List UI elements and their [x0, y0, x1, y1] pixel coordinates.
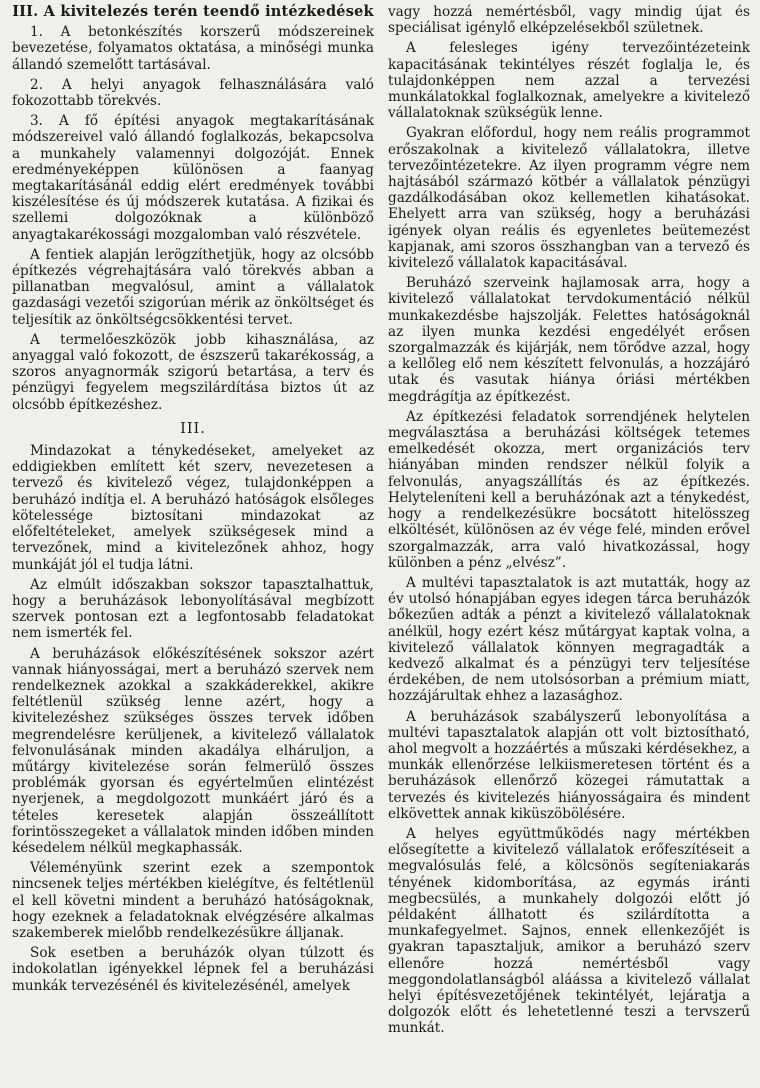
paragraph: A multévi tapasztalatok is azt mutatták, hogy az év utolsó hónapjában egyes idegen tárca beruházók bőkezűen adták a pénzt a kivitelező vállalatoknak anélkül, hogy ezért kész műtárgyat kaptak volna, a kivitelező vállalatok könnyen megragadták a kedvező alkalmat és a pénzügyi terv teljesítése érdekében, de nem utolsósorban a prémium miatt, hozzájárultak ehhez a lazasághoz. [388, 574, 750, 705]
roman-section-heading: III. [180, 420, 206, 437]
paragraph: 1. A betonkészítés korszerű módszereinek bevezetése, folyamatos oktatása, a minőségi munka állandó szemelőtt tartásával. [12, 24, 374, 73]
paragraph: Gyakran előfordul, hogy nem reális programmot erőszakolnak a kivitelező vállalatokra, illetve tervezőintézetekre. Az ilyen programm végre nem hajtásából származó kötbér a vállalatok pénzügyi gazdálkodásában okoz kellemetlen kihatásokat. Ehelyett arra van szükség, hogy a beruházási igények olyan reális és egyenletes beütemezést kapjanak, ami szoros összhangban van a tervező és kivitelező vállalatok kapacitásával. [388, 125, 750, 272]
paragraph: Beruházó szerveink hajlamosak arra, hogy a kivitelező vállalatokat tervdokumentáció nélkül munkakezdésbe hajszolják. Felettes hatóságoknál az ilyen munka kezdési engedélyét erősen szorgalmazzák és kijárják, nem törődve azzal, hogy a kellőleg elő nem készített felvonulás, a hozzájáró utak és vasutak hiánya óriási mértékben megdrágítja az építkezést. [388, 275, 750, 405]
paragraph: 3. A fő építési anyagok megtakarításának módszereivel való állandó foglalkozás, bekapcsolva a munkahely valamennyi dolgozóját. Ennek eredményeképpen különösen a faanyag megtakarításánál eddig elért eredmények további kiszélesítése és új módszerek kutatása. A fizikai és szellemi dolgozóknak a különböző anyagtakarékossági mozgalomban való részvétele. [12, 113, 374, 243]
paragraph: A beruházások szabályszerű lebonyolítása a multévi tapasztalatok alapján ott volt biztosítható, ahol megvolt a hozzáértés a műszaki kérdésekhez, a munkák ellenőrzése lelkiismeretesen történt és a beruházások ellenőrző közegei rámutattak a tervezés és kivitelezés hiányosságaira és mindent elkövettek annak kiküszöbölésére. [388, 708, 750, 822]
right-column [388, 4, 750, 1088]
section-heading: III. A kivitelezés terén teendő intézkedések [12, 3, 374, 20]
left-column [12, 4, 374, 1088]
paragraph: A beruházások előkészítésének sokszor azért vannak hiányosságai, mert a beruházó szervek nem rendelkeznek azokkal a szakkáderekkel, akikre feltétlenül szükség lenne azért, hogy a kivitelezéshez szükséges összes tervek időben megrendelésre kerüljenek, a kivitelező vállalatok felvonulásának minden akadálya elháruljon, a műtárgy kivitelezése során felmerülő összes problémák gyorsan és egyértelműen elintézést nyerjenek, a megdolgozott munkáért járó és a tételes keresetek alapján összeállított forintösszegeket a vállalatok minden időben minden késedelem nélkül megkaphassák. [12, 645, 374, 856]
paragraph: 2. A helyi anyagok felhasználására való fokozottabb törekvés. [12, 76, 374, 110]
paragraph: A termelőeszközök jobb kihasználása, az anyaggal való fokozott, de észszerű takarékosság, a szoros anyagnormák szigorú betartása, a terv és pénzügyi fegyelem megszilárdítása biztos út az olcsóbb építkezéshez. [12, 331, 374, 413]
paragraph: Sok esetben a beruházók olyan túlzott és indokolatlan igényekkel lépnek fel a beruházási munkák tervezésénél és kivitelezésénél, amelyek [12, 945, 374, 994]
paragraph: Az építkezési feladatok sorrendjének helytelen megválasztása a beruházási költségek tetemes emelkedését okozza, mert organizációs terv hiányában minden rendszer nélkül folyik a felvonulás, anyagszállítás és az építkezés. Helyteleníteni kell a beruházónak azt a ténykedést, hogy a rendelkezésükre bocsátott hitelösszeg elköltését, különösen az év vége felé, minden erővel szorgalmazzák, arra való hivatkozással, hogy különben a pénz „elvész”. [388, 408, 750, 571]
paragraph: Az elmúlt időszakban sokszor tapasztalhattuk, hogy a beruházások lebonyolításával megbízott szervek pontosan ezt a legfontosabb feladatokat nem ismerték fel. [12, 576, 374, 642]
paragraph: Mindazokat a ténykedéseket, amelyeket az eddigiekben említett két szerv, nevezetesen a tervező és kivitelező végez, tulajdonképpen a beruházó indítja el. A beruházó hatóságok elsőleges kötelessége biztosítani mindazokat az előfeltételeket, amelyek szükségesek mind a tervezőnek, mind a kivitelezőnek ahhoz, hogy munkáját jól el tudja látni. [12, 443, 374, 573]
paragraph: vagy hozzá nemértésből, vagy mindig újat és speciálisat igénylő elképzelésekből születnek. [388, 4, 750, 37]
paragraph: A helyes együttműködés nagy mértékben elősegítette a kivitelező vállalatok erőfeszítéseit a megvalósulás felé, a kölcsönös segíteniakarás tényének kidomborítása, az egymás iránti megbecsülés, a munkahely dolgozói előtt jó példaként állhatott és szilárdította a munkafegyelmet. Sajnos, ennek ellenkezőjét is gyakran tapasztaljuk, amikor a beruházó szerv ellenőre hozzá nemértésből vagy meggondolatlanságból aláássa a kivitelező vállalat helyi építésvezetőjének tekintélyét, lejáratja a dolgozók előtt és lehetetlenné teszi a tervszerű munkát. [388, 825, 750, 1037]
paragraph: A fentiek alapján lerögzíthetjük, hogy az olcsóbb építkezés végrehajtására való törekvés abban a pillanatban megvalósul, amint a vállalatok gazdasági vezetői szigorúan mérik az önköltséget és teljesítik az önköltségcsökkentési tervet. [12, 246, 374, 328]
paragraph: A felesleges igény tervezőintézeteink kapacitásának tekintélyes részét foglalja le, és tulajdonképpen nem azzal a tervezési munkálatokkal foglalkoznak, amelyekre a kivitelező vállalatoknak szükségük lenne. [388, 40, 750, 122]
paragraph: Véleményünk szerint ezek a szempontok nincsenek teljes mértékben kielégítve, és feltétlenül el kell követni mindent a beruházó hatóságoknak, hogy ezeknek a feladatoknak elvégzésére alkalmas szakemberek mielőbb rendelkezésükre álljanak. [12, 860, 374, 941]
